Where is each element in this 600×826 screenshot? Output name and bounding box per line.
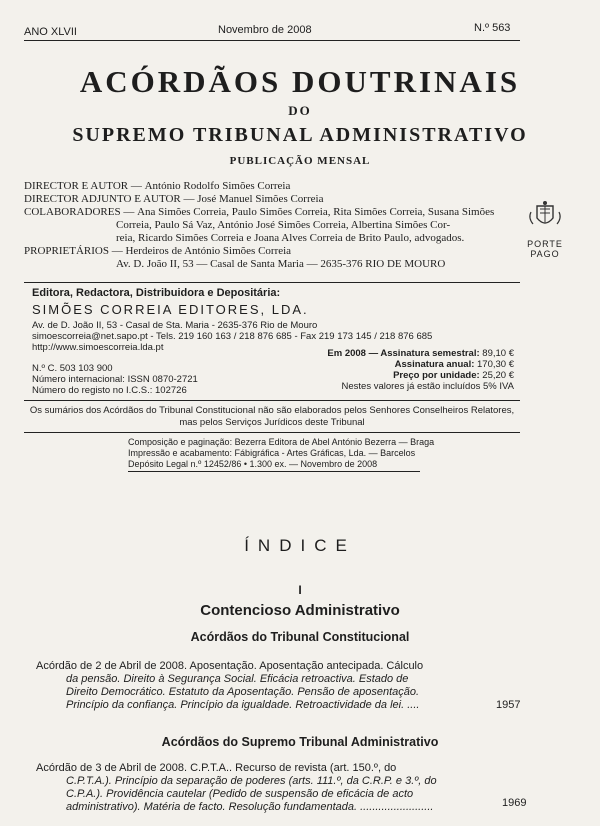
publisher-ics: Número do registo no I.C.S.: 102726	[32, 385, 187, 396]
publication-title: ACÓRDÃOS DOUTRINAIS	[79, 64, 521, 99]
notice-line-1: Os sumários dos Acórdãos do Tribunal Constitucional não são elaborados pelos Senhores Conselheiros Relatores,	[29, 405, 515, 416]
toc-entry-1-line-1: Acórdão de 2 de Abril de 2008. Aposentação. Aposentação antecipada. Cálculo	[36, 660, 424, 672]
part-title: Contencioso Administrativo	[200, 602, 400, 619]
toc-entry-2	[36, 762, 498, 814]
publisher-bottom-rule	[24, 400, 520, 401]
toc-entry-2-line-2: C.P.T.A.). Princípio da separação de poderes (arts. 111.º, da C.R.P. e 3.º, do	[66, 775, 437, 787]
publisher-web: http://www.simoescorreia.lda.pt	[32, 342, 164, 353]
toc-entry-1-line-4: Princípio da confiança. Princípio da igualdade. Retroactividade da lei. ....	[66, 699, 420, 711]
toc-entry-1	[36, 660, 498, 712]
director-name: António Rodolfo Simões Correia	[144, 180, 291, 192]
price-semestral	[300, 348, 514, 359]
publication-frequency: PUBLICAÇÃO MENSAL	[229, 155, 371, 167]
masthead-rule	[24, 40, 520, 41]
publisher-issn: Número internacional: ISSN 0870-2721	[32, 374, 198, 385]
publisher-top-rule	[24, 282, 520, 283]
adjunto-name: José Manuel Simões Correia	[197, 193, 324, 205]
section-title-supreme: Acórdãos do Supremo Tribunal Administrativo	[161, 735, 439, 749]
price-semestral-value: 89,10 €	[482, 348, 514, 359]
owners-name: Herdeiros de António Simões Correia	[125, 245, 292, 257]
volume-year: ANO XLVII	[24, 26, 77, 38]
publisher-name: SIMÕES CORREIA EDITORES, LDA.	[32, 302, 309, 317]
issue-number: N.º 563	[474, 22, 511, 34]
stamp-line-1: PORTE	[527, 239, 563, 249]
notice-rule	[24, 432, 520, 433]
price-unit	[300, 370, 514, 381]
publisher-nc: N.º C. 503 103 900	[32, 363, 113, 374]
issue-date: Novembro de 2008	[218, 24, 312, 36]
director-role: DIRECTOR E AUTOR —	[24, 180, 142, 192]
toc-entry-2-line-3: C.P.A.). Providência cautelar (Pedido de suspensão de eficácia de acto	[66, 788, 414, 800]
stamp-line-2: PAGO	[530, 249, 560, 259]
toc-entry-1-page: 1957	[496, 699, 521, 711]
part-numeral: I	[298, 583, 302, 597]
adjunto-role: DIRECTOR ADJUNTO E AUTOR —	[24, 193, 195, 205]
publisher-heading: Editora, Redactora, Distribuidora e Depositária:	[32, 287, 281, 299]
price-anual-value: 170,30 €	[477, 359, 514, 370]
colab-role: COLABORADORES —	[24, 206, 135, 218]
owners-address: Av. D. João II, 53 — Casal de Santa Maria — 2635-376 RIO DE MOURO	[116, 258, 446, 270]
price-unit-value: 25,20 €	[482, 370, 514, 381]
toc-entry-1-line-2: da pensão. Direito à Segurança Social. Eficácia retroactiva. Estado de	[66, 673, 409, 685]
imprint-line-1: Composição e paginação: Bezerra Editora de Abel António Bezerra — Braga	[128, 437, 435, 447]
section-title-constitutional: Acórdãos do Tribunal Constitucional	[190, 630, 410, 644]
publisher-address: Av. de D. João II, 53 - Casal de Sta. Maria - 2635-376 Rio de Mouro	[32, 320, 318, 331]
colab-line-2: Correia, Paulo Sá Vaz, António José Simões Correia, Albertina Simões Cor-	[116, 219, 451, 231]
toc-entry-2-line-4: administrativo). Matéria de facto. Resolução fundamentada. ........................	[66, 801, 434, 813]
toc-entry-2-page: 1969	[502, 797, 527, 809]
imprint-line-3: Depósito Legal n.º 12452/86 • 1.300 ex. — Novembro de 2008	[128, 459, 378, 469]
vat-note: Nestes valores já estão incluídos 5% IVA	[341, 381, 514, 392]
credits-block	[24, 180, 524, 271]
publisher-contact: simoescorreia@net.sapo.pt - Tels. 219 160 163 / 218 876 685 - Fax 219 173 145 / 218 876 685	[32, 331, 433, 342]
price-anual	[300, 359, 514, 370]
price-semestral-label: Em 2008 — Assinatura semestral:	[327, 348, 480, 359]
price-unit-label: Preço por unidade:	[393, 370, 480, 381]
title-do: DO	[288, 103, 312, 118]
owners-role: PROPRIETÁRIOS —	[24, 245, 123, 257]
index-heading: ÍNDICE	[244, 536, 356, 555]
notice-line-2: mas pelos Serviços Jurídicos deste Tribunal	[179, 417, 365, 428]
court-name: SUPREMO TRIBUNAL ADMINISTRATIVO	[72, 124, 528, 146]
imprint-line-2: Impressão e acabamento: Fábigráfica - Artes Gráficas, Lda. — Barcelos	[128, 448, 416, 458]
colab-line-1: Ana Simões Correia, Paulo Simões Correia, Rita Simões Correia, Susana Simões	[137, 206, 495, 218]
colab-line-3: reia, Ricardo Simões Correia e Joana Alves Correia de Brito Paulo, advogados.	[116, 232, 465, 244]
imprint-rule	[128, 471, 420, 472]
coat-of-arms-icon	[527, 200, 563, 234]
price-anual-label: Assinatura anual:	[394, 359, 475, 370]
postage-stamp	[527, 200, 563, 259]
toc-entry-2-line-1: Acórdão de 3 de Abril de 2008. C.P.T.A.. Recurso de revista (art. 150.º, do	[36, 762, 397, 774]
toc-entry-1-line-3: Direito Democrático. Estatuto da Aposentação. Pensão de aposentação.	[66, 686, 420, 698]
